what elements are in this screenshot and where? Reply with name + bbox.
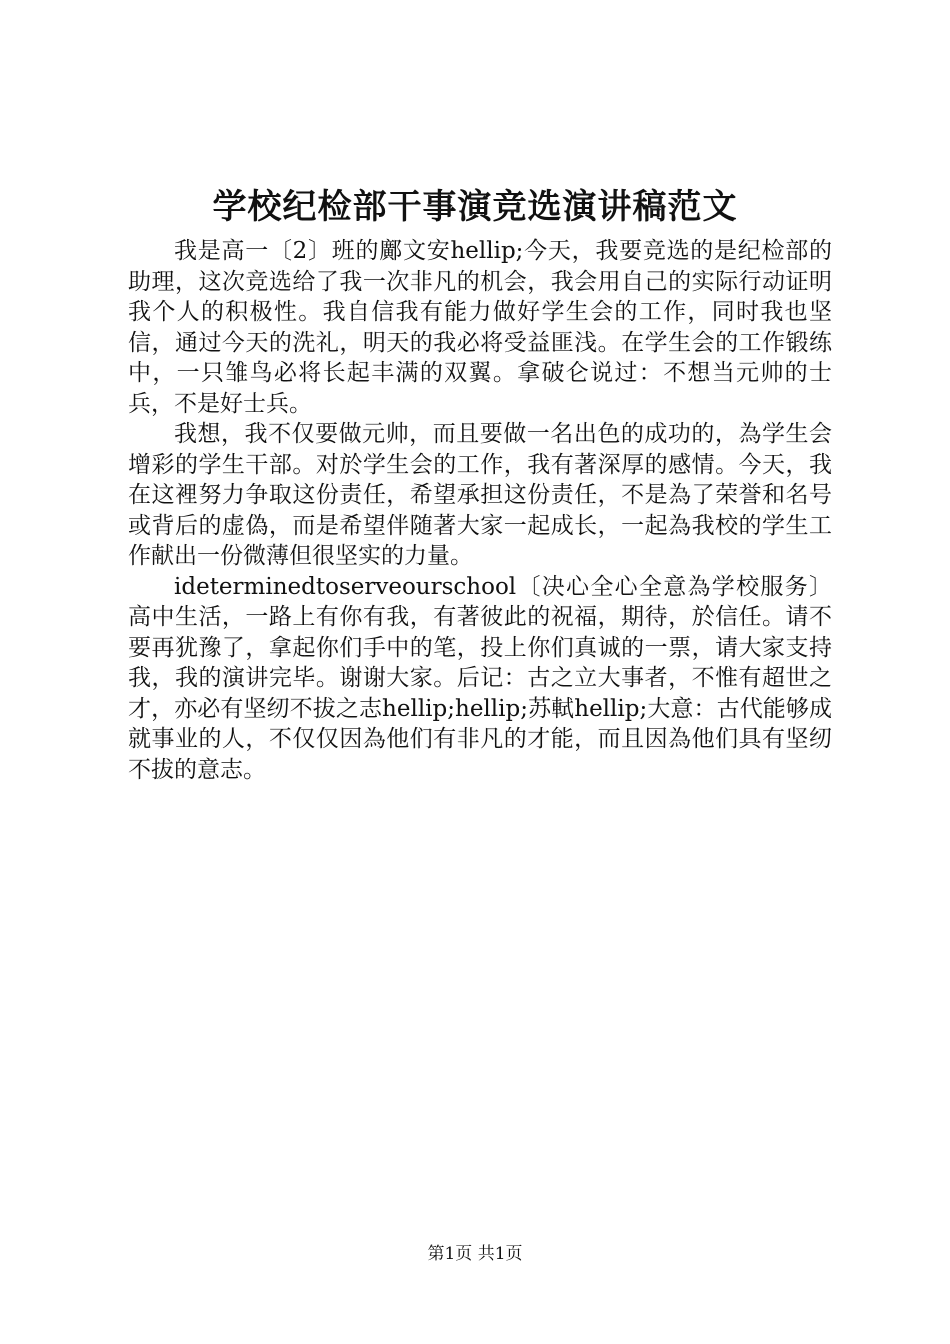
page-number-footer: 第1页 共1页: [427, 1244, 523, 1264]
paragraph: 我是高一〔2〕班的鄺文安hellip;今天，我要竞选的是纪检部的助理，这次竞选给了我一次非凡的机会，我会用自己的实际行动证明我个人的积极性。我自信我有能力做好学生会的工作，同时我也坚信，通过今天的洗礼，明天的我必将受益匪浅。在学生会的工作锻练中，一只雏鸟必将长起丰满的双翼。拿破仑说过：不想当元帅的士兵，不是好士兵。: [128, 238, 832, 417]
paragraph: 我想，我不仅要做元帅，而且要做一名出色的成功的，為学生会增彩的学生干部。对於学生会的工作，我有著深厚的感情。今天，我在这裡努力争取这份责任，希望承担这份责任，不是為了荣誉和名号或背后的虚偽，而是希望伴随著大家一起成长，一起為我校的学生工作献出一份微薄但很坚实的力量。: [128, 421, 832, 569]
paragraph: ideterminedtoserveourschool〔决心全心全意為学校服务〕高中生活，一路上有你有我，有著彼此的祝福，期待，於信任。请不要再犹豫了，拿起你们手中的笔，投上你们真诚的一票，请大家支持我，我的演讲完毕。谢谢大家。后记：古之立大事者，不惟有超世之才，亦必有坚纫不拔之志hellip;hellip;苏軾hellip;大意：古代能够成就事业的人，不仅仅因為他们有非凡的才能，而且因為他们具有坚纫不拔的意志。: [128, 573, 832, 783]
document-body: [128, 236, 832, 785]
document-title: 学校纪检部干事演竞选演讲稿范文: [212, 187, 738, 227]
